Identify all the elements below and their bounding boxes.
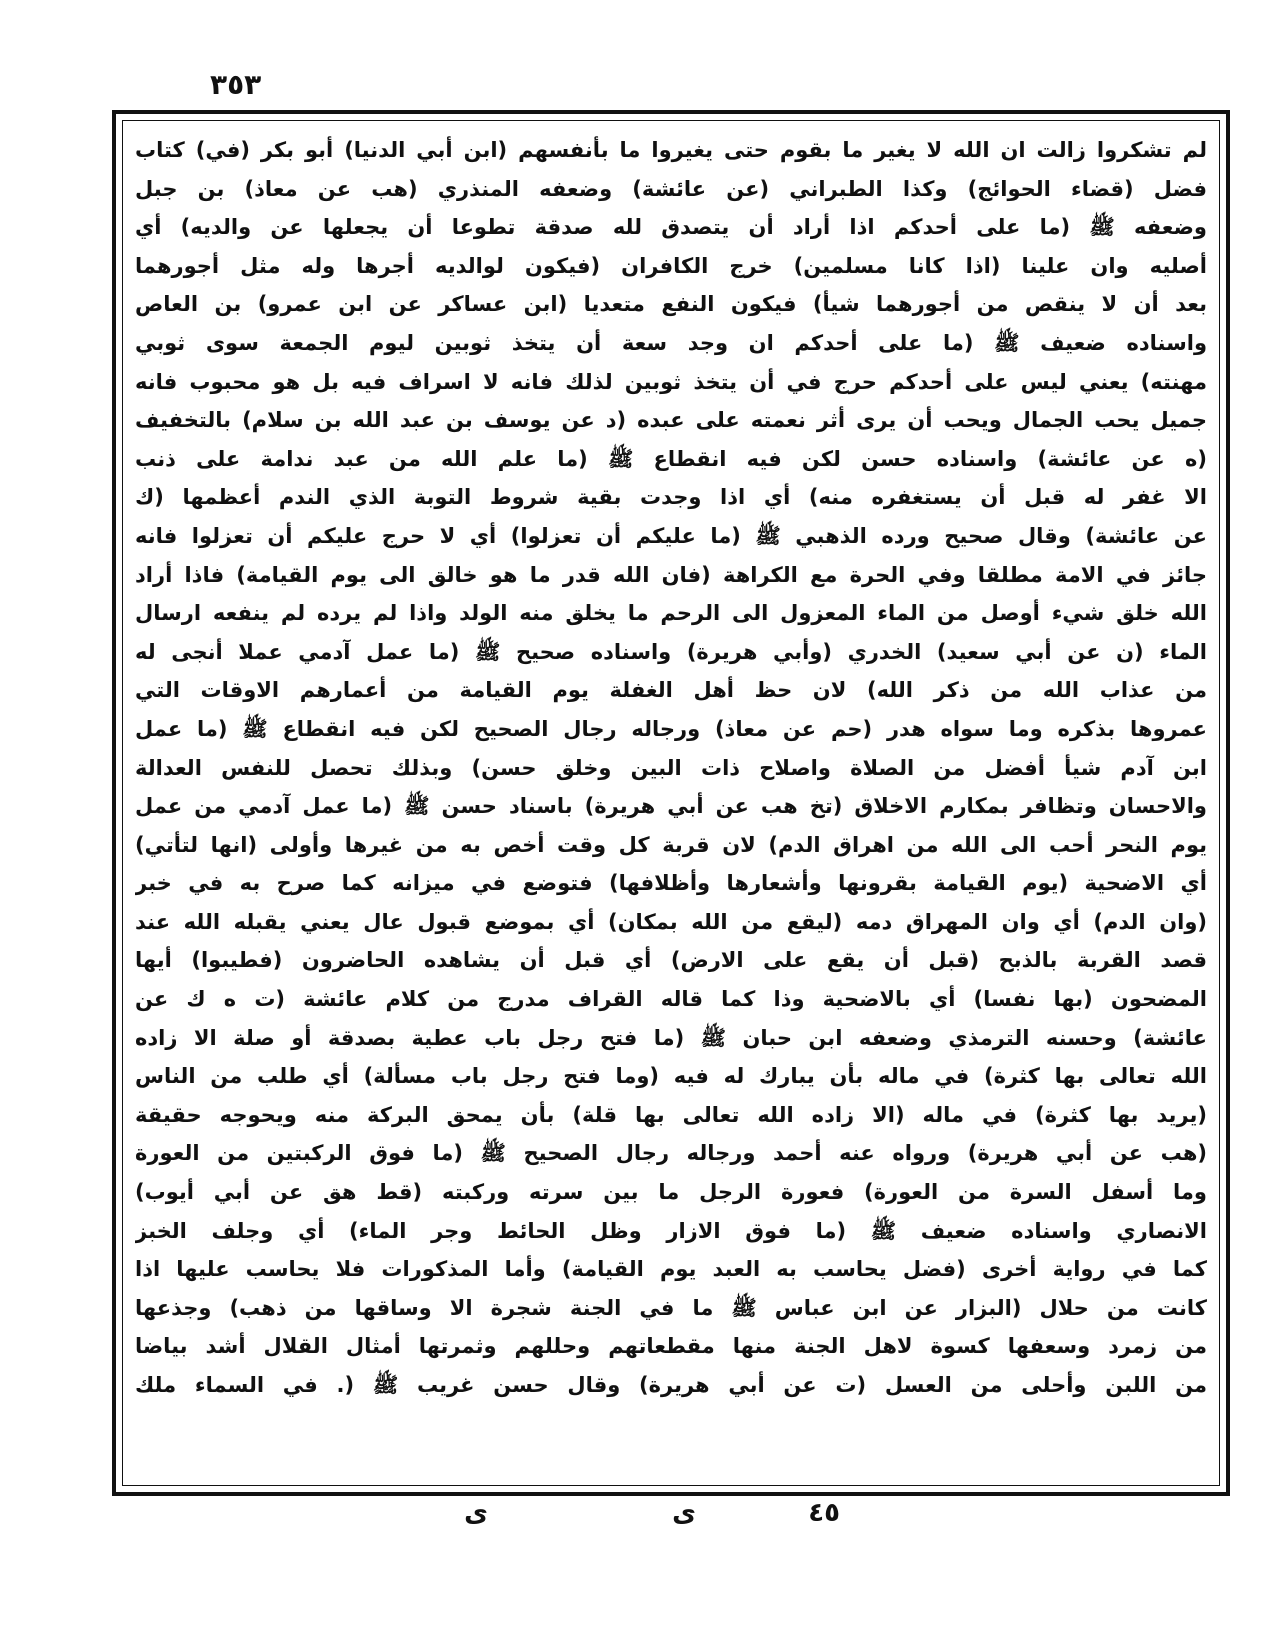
text-line: (وان الدم) أي وان المهراق دمه (ليقع من الله بمكان) أي بموضع قبول عال يعني يقبله الله عند <box>135 909 1207 934</box>
text-line: والاحسان وتظافر بمكارم الاخلاق (تخ هب عن أبي هريرة) باسناد حسن ﷺ (ما عمل آدمي من عمل <box>135 794 1207 819</box>
text-line: الانصاري واسناده ضعيف ﷺ (ما فوق الازار وظل الحائط وجر الماء) أي وجلف الخبز <box>135 1218 1207 1243</box>
text-line: أصليه وان علينا (اذا كانا مسلمين) خرج الكافران (فيكون لوالديه أجرها وله مثل أجورهما <box>135 253 1207 278</box>
page-frame <box>112 110 1230 1496</box>
page-frame-inner <box>122 120 1220 1486</box>
text-line: الله تعالى بها كثرة) في ماله بأن يبارك له فيه (وما فتح رجل باب مسألة) أي طلب من الناس <box>135 1064 1207 1089</box>
text-line: واسناده ضعيف ﷺ (ما على أحدكم ان وجد سعة أن يتخذ ثوبين ليوم الجمعة سوى ثوبي <box>135 330 1207 355</box>
text-line <box>135 1443 1207 1482</box>
text-line: من اللبن وأحلى من العسل (ت عن أبي هريرة) وقال حسن غريب ﷺ (. في السماء ملك <box>135 1373 1207 1397</box>
text-line: جائز في الامة مطلقا وفي الحرة مع الكراهة (فان الله قدر ما هو خالق الى يوم القيامة) فاذا أراد <box>135 562 1207 587</box>
text-line: عائشة) وحسنه الترمذي وضعفه ابن حبان ﷺ (ما فتح رجل باب عطية بصدقة أو صلة الا زاده <box>135 1025 1207 1050</box>
text-line: كما في رواية أخرى (فضل يحاسب به العبد يوم القيامة) وأما المذكورات فلا يحاسب عليها اذا <box>135 1257 1207 1282</box>
text-line: (هب عن أبي هريرة) ورواه عنه أحمد ورجاله رجال الصحيح ﷺ (ما فوق الركبتين من العورة <box>135 1141 1207 1166</box>
text-line: عمروها بذكره وما سواه هدر (حم عن معاذ) ورجاله رجال الصحيح لكن فيه انقطاع ﷺ (ما عمل <box>135 716 1207 741</box>
signature-marks <box>420 1496 860 1536</box>
text-line: كانت من حلال (البزار عن ابن عباس ﷺ ما في الجنة شجرة الا وساقها من ذهب) وجذعها <box>135 1295 1207 1320</box>
text-line <box>135 1405 1207 1444</box>
text-line: ابن آدم شيأ أفضل من الصلاة واصلاح ذات البين وخلق حسن) وبذلك تحصل للنفس العدالة <box>135 755 1207 780</box>
text-line: بعد أن لا ينقص من أجورهما شيأ) فيكون النفع متعديا (ابن عساكر عن ابن عمرو) بن العاص <box>135 292 1207 317</box>
text-line: يوم النحر أحب الى الله من اهراق الدم) لان قربة كل وقت أخص به من غيرها وأولى (انها لتأتي) <box>135 832 1207 857</box>
text-line: جميل يحب الجمال ويحب أن يرى أثر نعمته على عبده (د عن يوسف بن عبد الله بن سلام) بالتخفيف <box>135 408 1207 433</box>
text-line: الله خلق شيء أوصل من الماء المعزول الى الرحم ما يخلق منه الولد واذا لم يرده لم ينفعه ارسال <box>135 601 1207 626</box>
text-line: وما أسفل السرة من العورة) فعورة الرجل ما بين سرته وركبته (قط هق عن أبي أيوب) <box>135 1180 1207 1205</box>
signature-mark: ى <box>672 1498 696 1528</box>
text-line: الا غفر له قبل أن يستغفره منه) أي اذا وجدت بقية شروط التوبة الذي الندم أعظمها (ك <box>135 485 1207 510</box>
text-line: عن عائشة) وقال صحيح ورده الذهبي ﷺ (ما عليكم أن تعزلوا) أي لا حرج عليكم أن تعزلوا فانه <box>135 523 1207 548</box>
text-line: من عذاب الله من ذكر الله) لان حظ أهل الغفلة يوم القيامة من أعمارهم الاوقات التي <box>135 678 1207 703</box>
page-number: ٣٥٣ <box>210 68 262 101</box>
text-line: أي الاضحية (يوم القيامة بقرونها وأشعارها وأظلافها) فتوضع في ميزانه كما صرح به في خبر <box>135 871 1207 896</box>
text-line: لم تشكروا زالت ان الله لا يغير ما بقوم حتى يغيروا ما بأنفسهم (ابن أبي الدنيا) أبو بكر (في) كتاب <box>135 138 1207 162</box>
signature-mark: ى <box>464 1498 488 1528</box>
text-line: من زمرد وسعفها كسوة لاهل الجنة منها مقطعاتهم وحللهم وثمرتها أمثال القلال أشد بياضا <box>135 1334 1207 1359</box>
text-line: فضل (قضاء الحوائج) وكذا الطبراني (عن عائشة) وضعفه المنذري (هب عن معاذ) بن جبل <box>135 176 1207 201</box>
text-body <box>135 131 1207 1482</box>
signature-number: ٤٥ <box>808 1498 840 1528</box>
text-line: الماء (ن عن أبي سعيد) الخدري (وأبي هريرة) واسناده صحيح ﷺ (ما عمل آدمي عملا أنجى له <box>135 639 1207 664</box>
text-line: المضحون (بها نفسا) أي بالاضحية وذا كما قاله القراف مدرج من كلام عائشة (ت ه ك عن <box>135 987 1207 1012</box>
text-line: مهنته) يعني ليس على أحدكم حرج في أن يتخذ ثوبين لذلك فانه لا اسراف فيه بل هو محبوب فانه <box>135 369 1207 394</box>
text-line: وضعفه ﷺ (ما على أحدكم اذا أراد أن يتصدق لله صدقة تطوعا أن يجعلها عن والديه) أي <box>135 215 1207 240</box>
text-line: قصد القربة بالذبح (قبل أن يقع على الارض) أي قبل أن يشاهده الحاضرون (فطيبوا) أيها <box>135 948 1207 973</box>
text-line: (يريد بها كثرة) في ماله (الا زاده الله تعالى بها قلة) بأن يمحق البركة منه ويحوجه حقيقة <box>135 1102 1207 1127</box>
text-line: (ه عن عائشة) واسناده حسن لكن فيه انقطاع ﷺ (ما علم الله من عبد ندامة على ذنب <box>135 446 1207 471</box>
